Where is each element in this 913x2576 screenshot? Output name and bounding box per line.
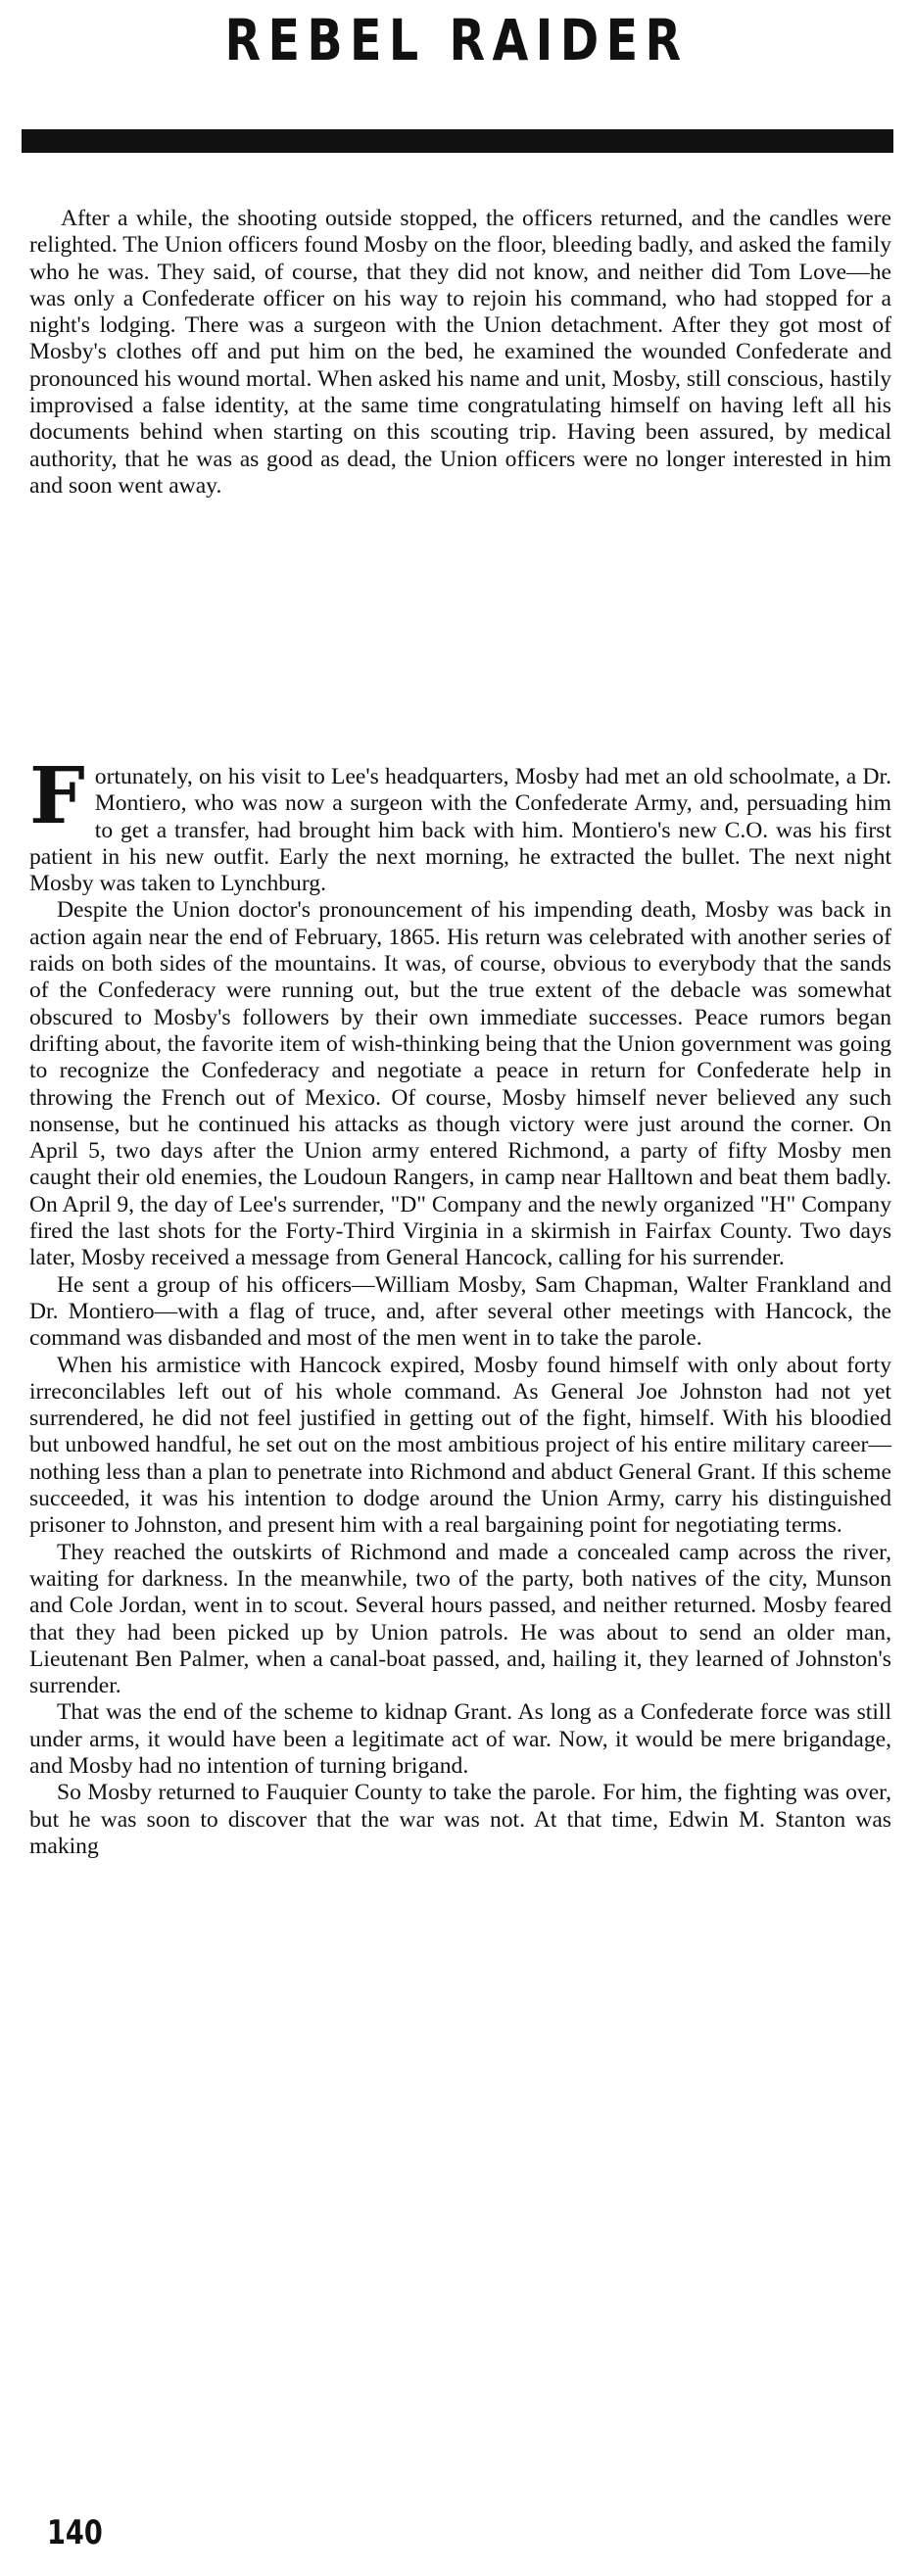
page-number: 140 <box>47 2513 103 2552</box>
body-paragraph-6: That was the end of the scheme to kidnap Grant. As long as a Confederate force was still under arms, it would have been a legitimate act of war. Now, it would be mere brigandage, and Mosby had no intention of turning brigand. <box>29 1699 891 1779</box>
drop-cap: F <box>29 749 85 841</box>
body-paragraph-3: He sent a group of his officers—William Mosby, Sam Chapman, Walter Frankland and Dr. Montiero—with a flag of truce, and, after several other meetings with Hancock, the command was disbanded and most of the men went in to take the parole. <box>29 1271 891 1352</box>
intro-section <box>29 206 891 500</box>
intro-paragraph: After a while, the shooting outside stopped, the officers returned, and the candles were relighted. The Union officers found Mosby on the floor, bleeding badly, and asked the family who he was. They said, of course, that they did not know, and neither did Tom Love—he was only a Confederate officer on his way to rejoin his command, who had stopped for a night's lodging. There was a surgeon with the Union detachment. After they got most of Mosby's clothes off and put him on the bed, he examined the wounded Confederate and pronounced his wound mortal. When asked his name and unit, Mosby, still conscious, hastily improvised a false identity, at the same time congratulating himself on having left all his documents behind when starting on this scouting trip. Having been assured, by medical authority, that he was as good as dead, the Union officers were no longer interested in him and soon went away. <box>29 206 891 499</box>
body-paragraph-1 <box>29 749 891 897</box>
body-paragraph-5: They reached the outskirts of Richmond and made a concealed camp across the river, waiting for darkness. In the meanwhile, two of the party, both natives of the city, Munson and Cole Jordan, went in to scout. Several hours passed, and neither returned. Mosby feared that they had been picked up by Union patrols. He was about to send an older man, Lieutenant Ben Palmer, when a canal-boat passed, and, hailing it, they learned of Johnston's surrender. <box>29 1539 891 1699</box>
body-section <box>29 749 891 1860</box>
body-paragraph-2: Despite the Union doctor's pronouncement of his impending death, Mosby was back in action again near the end of February, 1865. His return was celebrated with another series of raids on both sides of the mountains. It was, of course, obvious to everybody that the sands of the Confederacy were running out, but the true extent of the debacle was somewhat obscured to Mosby's followers by their own immediate successes. Peace rumors began drifting about, the favorite item of wish-thinking being that the Union government was going to recognize the Confederacy and negotiate a peace in return for Confederate help in throwing the French out of Mexico. Of course, Mosby himself never believed any such nonsense, but he continued his attacks as though victory were just around the corner. On April 5, two days after the Union army entered Richmond, a party of fifty Mosby men caught their old enemies, the Loudoun Rangers, in camp near Halltown and beat them badly. On April 9, the day of Lee's surrender, "D" Company and the newly organized "H" Company fired the last shots for the Forty-Third Virginia in a skirmish in Fairfax County. Two days later, Mosby received a message from General Hancock, calling for his surrender. <box>29 897 891 1271</box>
page-title: REBEL RAIDER <box>224 7 689 73</box>
title-rule <box>22 129 893 153</box>
body-paragraph-7: So Mosby returned to Fauquier County to take the parole. For him, the fighting was over, but he was soon to discover that the war was not. At that time, Edwin M. Stanton was making <box>29 1780 891 1859</box>
body-paragraph-4: When his armistice with Hancock expired, Mosby found himself with only about forty irreconcilables left out of his whole command. As General Joe Johnston had not yet surrendered, he did not feel justified in getting out of the fight, himself. With his bloodied but unbowed handful, he set out on the most ambitious project of his entire military career—nothing less than a plan to penetrate into Richmond and abduct General Grant. If this scheme succeeded, it was his intention to dodge around the Union Army, carry his distinguished prisoner to Johnston, and present him with a real bargaining point for negotiating terms. <box>29 1352 891 1539</box>
body-paragraph-1-text: ortunately, on his visit to Lee's headquarters, Mosby had met an old schoolmate, a Dr. Montiero, who was now a surgeon with the Confederate Army, and, persuading him to get a transfer, had brought him back with him. Montiero's new C.O. was his first patient in his new outfit. Early the next morning, he extracted the bullet. The next night Mosby was taken to Lynchburg. <box>29 764 891 897</box>
